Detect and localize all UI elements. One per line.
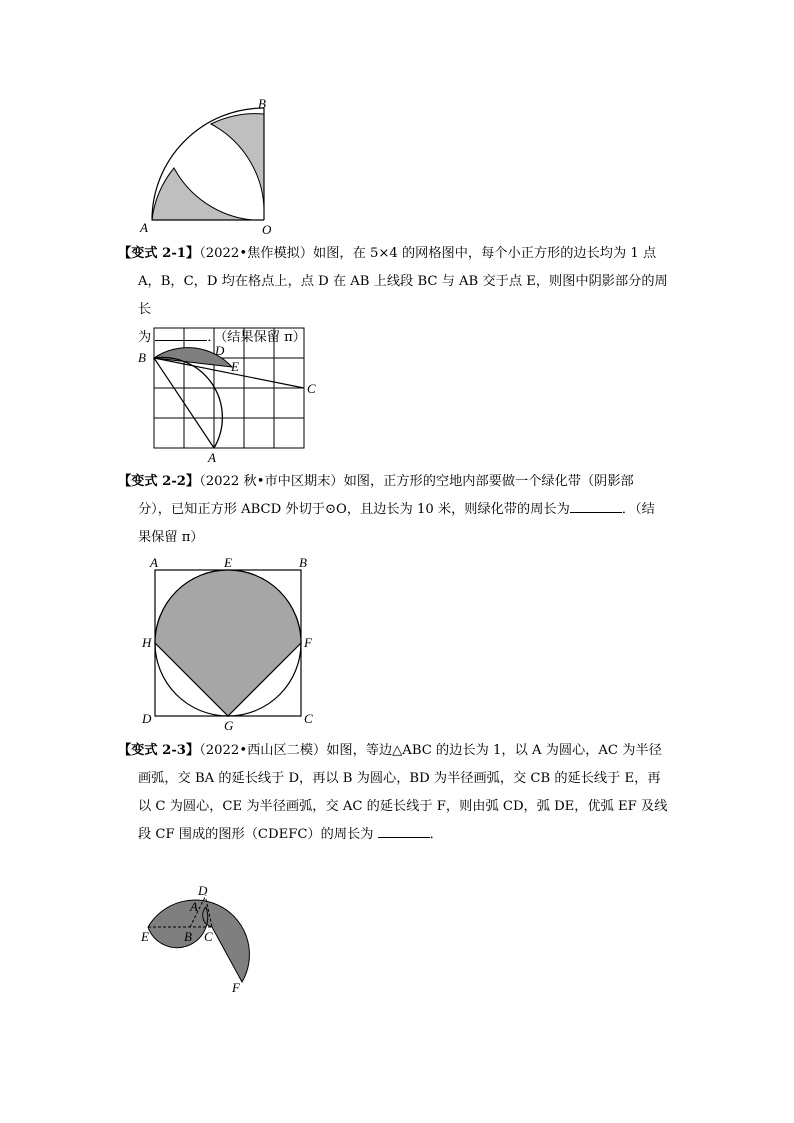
figure-square-circle [140,555,330,735]
label-a: A [150,555,158,570]
problem-tag: 【变式 2-3】 [118,743,200,758]
problem-2-3-line-4: 段 CF 围成的图形（CDEFC）的周长为 ． [118,821,678,849]
problem-2-3 [118,737,678,849]
label-b: B [299,555,307,570]
label-f: F [232,980,240,995]
problem-2-1-line-1: 【变式 2-1】（2022•焦作模拟）如图，在 5×4 的网格图中，每个小正方形的边长均为 1 点 [118,246,657,261]
label-a: A [140,220,148,235]
label-b: B [184,929,192,944]
problem-2-3-line-1: 【变式 2-3】（2022•西山区二模）如图，等边△ABC 的边长为 1，以 A 为圆心，AC 为半径 [118,743,662,758]
label-d: D [198,883,208,898]
problem-2-3-line-2: 画弧，交 BA 的延长线于 D，再以 B 为圆心，BD 为半径画弧，交 CB 的延长线于 E，再 [138,771,661,786]
label-e: E [231,359,239,374]
label-e: E [141,929,149,944]
label-d: D [142,711,152,726]
answer-blank[interactable] [378,823,430,838]
shaded-region [148,900,249,982]
problem-2-2-line-1: 【变式 2-2】（2022 秋•市中区期末）如图，正方形的空地内部要做一个绿化带（阴影部 [118,474,634,489]
label-b: B [138,350,146,365]
problem-tag: 【变式 2-1】 [118,246,200,261]
shaded-green-belt [155,570,301,716]
label-d: D [215,343,225,358]
label-c: C [304,711,313,726]
grid-lines [154,328,304,448]
problem-2-1-line-2: A，B，C，D 均在格点上，点 D 在 AB 上线段 BC 与 AB 交于点 E，则图中阴影部分的周长 [138,274,668,317]
shaded-region-lower [152,168,252,220]
label-f: F [304,635,312,650]
label-c: C [307,381,316,396]
segment-bc [154,358,304,388]
label-g: G [224,718,234,733]
label-a: A [208,450,216,465]
figure-grid [134,320,334,470]
problem-2-1-line-3: 为 ．（结果保留 π） [118,324,678,352]
label-o: O [262,222,272,237]
shaded-region-upper [211,114,264,208]
problem-2-2 [118,468,678,552]
answer-blank[interactable] [570,498,622,513]
figure-spiral [136,855,296,995]
problem-2-2-line-3: 果保留 π） [138,530,204,545]
problem-2-3-line-3: 以 C 为圆心，CE 为半径画弧，交 AC 的延长线于 F，则由弧 CD，弧 DE，优弧 EF 及线 [138,799,668,814]
label-b: B [258,96,266,111]
problem-tag: 【变式 2-2】 [118,474,200,489]
circle-arc [154,357,222,448]
label-h: H [142,635,152,650]
label-e: E [224,555,232,570]
label-a: A [190,899,198,914]
figure-quarter-circle [130,92,290,242]
problem-2-2-line-2: 分），已知正方形 ABCD 外切于⊙O，且边长为 10 米，则绿化带的周长为 ．（结 [118,496,678,524]
label-c: C [204,929,213,944]
